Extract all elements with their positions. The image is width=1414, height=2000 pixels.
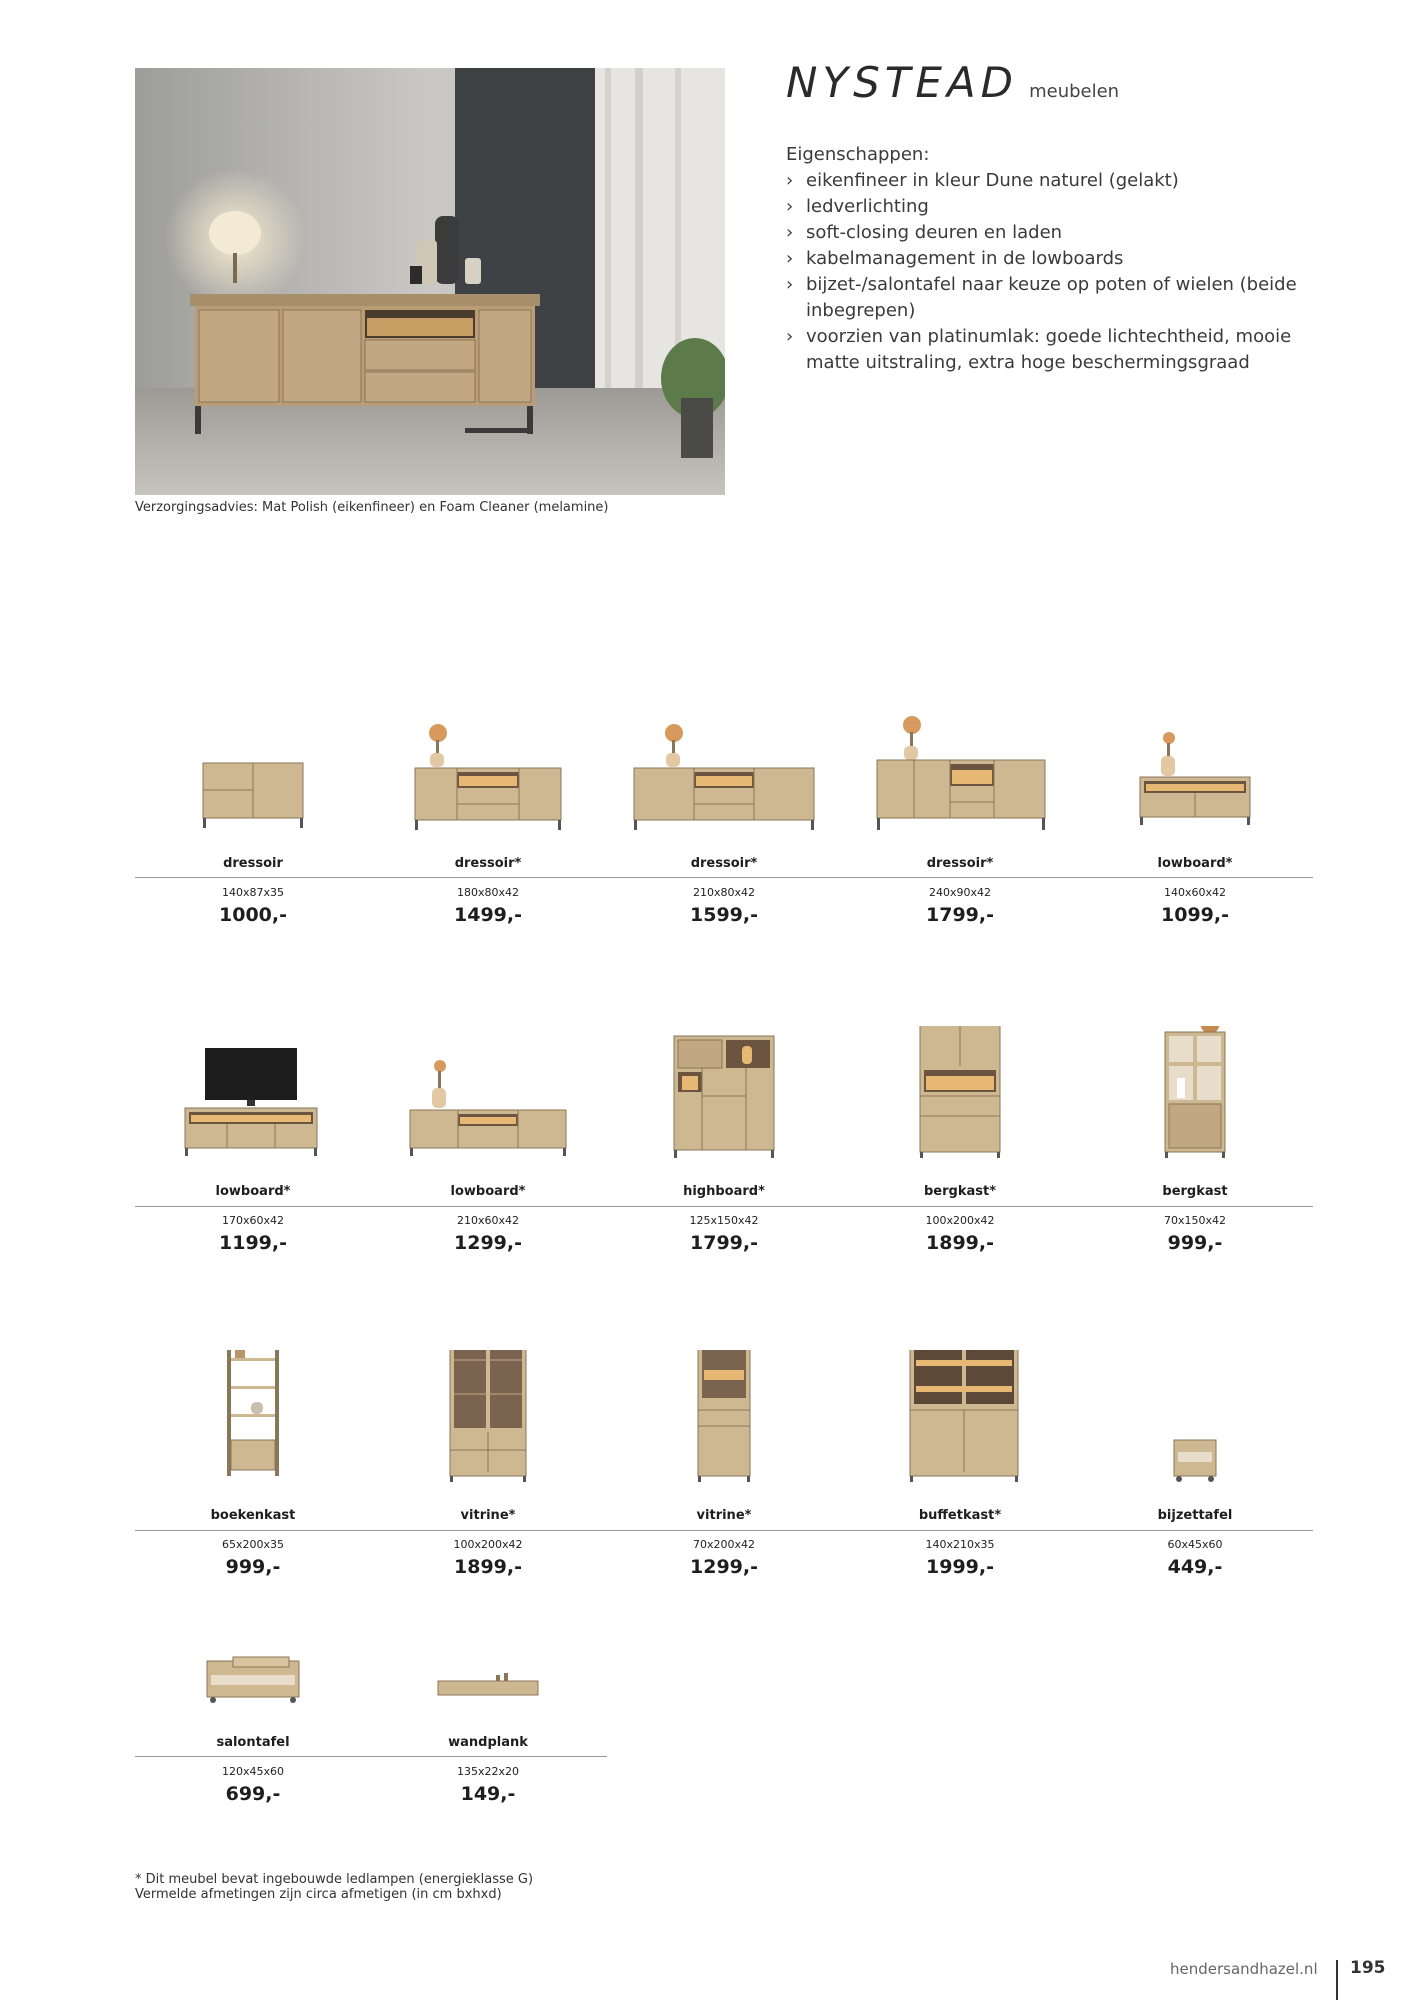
footnote-led: * Dit meubel bevat ingebouwde ledlampen (energieklasse G): [135, 1872, 534, 1887]
product-name: dressoir*: [926, 856, 994, 871]
product-dimensions: 210x60x42: [456, 1214, 519, 1227]
product-card[interactable]: [370, 1350, 606, 1578]
product-price: 1899,-: [454, 1556, 522, 1578]
product-price: 1999,-: [926, 1556, 994, 1578]
product-card[interactable]: [370, 1026, 606, 1254]
product-price: 1499,-: [454, 904, 522, 926]
product-dimensions: 70x200x42: [692, 1538, 755, 1551]
properties-list: [786, 168, 1346, 376]
product-name: dressoir: [223, 856, 283, 871]
product-name: boekenkast: [210, 1508, 296, 1523]
product-price: 1099,-: [1161, 904, 1229, 926]
lowboard-tv-icon: [135, 1026, 371, 1176]
hero-photo: [135, 68, 725, 495]
product-name: dressoir*: [690, 856, 758, 871]
product-card[interactable]: [135, 698, 371, 926]
product-card[interactable]: [842, 698, 1078, 926]
brand-name: NYSTEAD: [786, 58, 1018, 107]
product-name: lowboard*: [450, 1184, 526, 1199]
product-card[interactable]: [606, 1026, 842, 1254]
product-card[interactable]: [842, 1350, 1078, 1578]
product-card[interactable]: [370, 1577, 606, 1805]
product-name: vitrine*: [460, 1508, 516, 1523]
product-price: 1299,-: [690, 1556, 758, 1578]
product-dimensions: 140x87x35: [221, 886, 284, 899]
dressoir-small-icon: [135, 698, 371, 848]
product-dimensions: 65x200x35: [221, 1538, 284, 1551]
product-price: 1899,-: [926, 1232, 994, 1254]
product-price: 699,-: [225, 1783, 281, 1805]
lowboard-icon: [370, 1026, 606, 1176]
highboard-icon: [606, 1026, 842, 1176]
product-name: wandplank: [448, 1735, 528, 1750]
care-advice: Verzorgingsadvies: Mat Polish (eikenfineer) en Foam Cleaner (melamine): [135, 500, 609, 515]
vitrine-icon: [370, 1350, 606, 1500]
boekenkast-icon: [135, 1350, 371, 1500]
property-item: › voorzien van platinumlak: goede lichtechtheid, mooie matte uitstraling, extra hoge beschermingsgraad: [786, 324, 1346, 376]
property-item: › bijzet-/salontafel naar keuze op poten of wielen (beide inbegrepen): [786, 272, 1346, 324]
page-number: 195: [1350, 1958, 1386, 1978]
properties-block: [786, 142, 1346, 376]
product-dimensions: 170x60x42: [221, 1214, 284, 1227]
brand-title: [786, 58, 1119, 107]
product-price: 1799,-: [690, 1232, 758, 1254]
product-card[interactable]: [1077, 1350, 1313, 1578]
dressoir-icon: [606, 698, 842, 848]
product-price: 999,-: [225, 1556, 281, 1578]
bergkast-icon: [842, 1026, 1078, 1176]
wandplank-icon: [370, 1577, 606, 1727]
property-item: › kabelmanagement in de lowboards: [786, 246, 1346, 272]
product-dimensions: 135x22x20: [456, 1765, 519, 1778]
lowboard-icon: [1077, 698, 1313, 848]
product-card[interactable]: [135, 1350, 371, 1578]
product-name: lowboard*: [215, 1184, 291, 1199]
property-item: › eikenfineer in kleur Dune naturel (gelakt): [786, 168, 1346, 194]
product-card[interactable]: [606, 1350, 842, 1578]
product-name: vitrine*: [696, 1508, 752, 1523]
product-price: 149,-: [460, 1783, 516, 1805]
product-name: bergkast*: [923, 1184, 996, 1199]
property-item: › soft-closing deuren en laden: [786, 220, 1346, 246]
product-dimensions: 60x45x60: [1167, 1538, 1223, 1551]
product-name: bergkast: [1162, 1184, 1228, 1199]
product-dimensions: 210x80x42: [692, 886, 755, 899]
product-dimensions: 125x150x42: [689, 1214, 759, 1227]
page-divider: [1336, 1960, 1338, 2000]
dressoir-icon: [370, 698, 606, 848]
properties-title: Eigenschappen:: [786, 144, 930, 165]
product-card[interactable]: [1077, 698, 1313, 926]
website-link[interactable]: hendersandhazel.nl: [1170, 1960, 1318, 1978]
product-price: 1799,-: [926, 904, 994, 926]
product-name: buffetkast*: [918, 1508, 1002, 1523]
product-dimensions: 70x150x42: [1163, 1214, 1226, 1227]
product-card[interactable]: [135, 1577, 371, 1805]
product-price: 449,-: [1167, 1556, 1223, 1578]
buffetkast-icon: [842, 1350, 1078, 1500]
product-name: salontafel: [216, 1735, 290, 1750]
product-dimensions: 120x45x60: [221, 1765, 284, 1778]
dressoir-icon: [842, 698, 1078, 848]
product-dimensions: 140x60x42: [1163, 886, 1226, 899]
product-name: bijzettafel: [1157, 1508, 1233, 1523]
product-card[interactable]: [1077, 1026, 1313, 1254]
product-price: 1000,-: [219, 904, 287, 926]
product-name: dressoir*: [454, 856, 522, 871]
product-name: lowboard*: [1157, 856, 1233, 871]
brand-subtitle: meubelen: [1029, 81, 1120, 102]
product-price: 999,-: [1167, 1232, 1223, 1254]
product-card[interactable]: [606, 698, 842, 926]
product-dimensions: 100x200x42: [453, 1538, 523, 1551]
product-dimensions: 100x200x42: [925, 1214, 995, 1227]
product-dimensions: 240x90x42: [928, 886, 991, 899]
product-card[interactable]: [842, 1026, 1078, 1254]
bijzettafel-icon: [1077, 1350, 1313, 1500]
property-item: › ledverlichting: [786, 194, 1346, 220]
open-bergkast-icon: [1077, 1026, 1313, 1176]
vitrine-icon: [606, 1350, 842, 1500]
product-name: highboard*: [683, 1184, 765, 1199]
product-price: 1199,-: [219, 1232, 287, 1254]
product-price: 1599,-: [690, 904, 758, 926]
product-price: 1299,-: [454, 1232, 522, 1254]
product-dimensions: 140x210x35: [925, 1538, 995, 1551]
footnote-dimensions: Vermelde afmetingen zijn circa afmetigen (in cm bxhxd): [135, 1887, 502, 1902]
product-dimensions: 180x80x42: [456, 886, 519, 899]
footnote: [135, 1872, 533, 1902]
product-card[interactable]: [370, 698, 606, 926]
salontafel-icon: [135, 1577, 371, 1727]
product-card[interactable]: [135, 1026, 371, 1254]
